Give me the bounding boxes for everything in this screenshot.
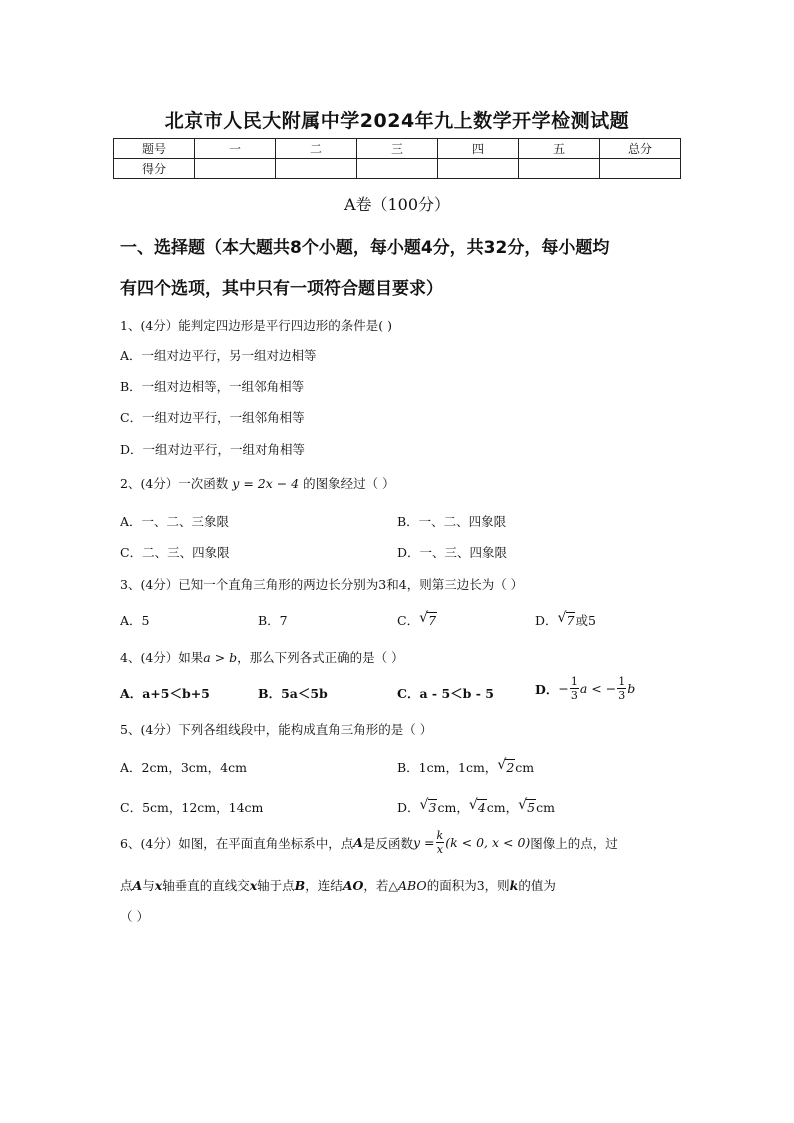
score-cell: 三: [357, 139, 438, 159]
score-table-score-row: [114, 159, 681, 179]
score-table: [113, 138, 681, 179]
question-6-answer-blank: （ ）: [120, 909, 149, 924]
score-cell: [438, 159, 519, 179]
score-cell: [195, 159, 276, 179]
q4-option-a: A．a+5＜b+5: [120, 686, 210, 701]
q4-option-d: D． − $\frac{1}{3}$ a < − $\frac{1}{3}$ b: [535, 675, 636, 702]
question-6-stem-line1: 6、(4分）如图，在平面直角坐标系中，点 A 是反函数 y = $\frac{k}{x}$ (k < 0, x < 0) 图像上的点，过: [120, 829, 618, 856]
q3-option-d: [535, 611, 596, 629]
question-4-stem: [120, 648, 404, 666]
q2-option-d: D．一、三、四象限: [397, 545, 508, 560]
q5-option-c: C．5cm，12cm，14cm: [120, 800, 264, 815]
score-cell: [600, 159, 681, 179]
q1-option-c: C．一组对边平行，一组邻角相等: [120, 410, 305, 425]
q1-option-a: A．一组对边平行，另一组对边相等: [120, 348, 317, 363]
fraction: $\frac{k}{x}$: [436, 829, 444, 856]
score-cell: 总分: [600, 139, 681, 159]
question-5-stem: 5、(4分）下列各组线段中，能构成直角三角形的是（ ）: [120, 722, 433, 737]
q5-option-b: [397, 758, 534, 776]
question-6-stem-line2: 点A与x轴垂直的直线交x轴于点B，连结AO，若△ABO的面积为3，则k的值为: [120, 878, 556, 893]
q5-option-d: D． √ 3cm， √ 4cm， √ 5cm: [397, 797, 555, 815]
q1-option-d: D．一组对边平行，一组对角相等: [120, 442, 306, 457]
sqrt-symbol: √ 4: [468, 797, 486, 815]
section-heading-line1: 一、选择题（本大题共8个小题，每小题4分，共32分，每小题均: [120, 238, 610, 258]
q1-option-b: B．一组对边相等，一组邻角相等: [120, 379, 305, 394]
score-cell: [276, 159, 357, 179]
volume-heading: A卷（100分）: [343, 195, 451, 214]
score-table-header-row: [114, 139, 681, 159]
q3-d-tail: 或5: [575, 613, 596, 628]
sqrt-symbol: √ 2: [497, 757, 515, 775]
q4-option-c: C．a - 5＜b - 5: [397, 686, 494, 701]
score-cell: 五: [519, 139, 600, 159]
section-heading-line2: 有四个选项，其中只有一项符合题目要求）: [120, 279, 443, 299]
exam-title: 北京市人民大附属中学2024年九上数学开学检测试题: [164, 110, 630, 132]
score-cell: 题号: [114, 139, 195, 159]
score-cell: 一: [195, 139, 276, 159]
score-cell: 四: [438, 139, 519, 159]
fraction: $\frac{1}{3}$: [570, 675, 578, 702]
q4-d-label: D．: [535, 681, 559, 697]
q2-formula: y = 2x − 4: [232, 476, 300, 491]
q2-prefix: 2、(4分）一次函数: [120, 476, 229, 491]
q4-prefix: 4、(4分）如果: [120, 650, 204, 665]
q2-option-a: A．一、二、三象限: [120, 514, 230, 529]
question-1-stem: 1、(4分）能判定四边形是平行四边形的条件是( ): [120, 318, 393, 333]
sqrt-symbol: √ 5: [518, 797, 536, 815]
question-3-stem: 3、(4分）已知一个直角三角形的两边长分别为3和4，则第三边长为（ ）: [120, 577, 524, 592]
q5-option-a: A．2cm，3cm，4cm: [120, 760, 247, 775]
q4-condition: a > b: [203, 650, 238, 665]
q3-option-b: B．7: [258, 613, 288, 628]
q3-c-label: C．: [397, 613, 420, 628]
sqrt-symbol: √ 7: [557, 610, 575, 628]
q2-option-b: B．一、二、四象限: [397, 514, 507, 529]
sqrt-symbol: √ 7: [419, 610, 437, 628]
q2-suffix: 的图象经过（ ）: [303, 476, 395, 491]
q5-d-label: D．: [397, 800, 420, 815]
q5-b-prefix: B．1cm，1cm，: [397, 760, 498, 775]
q3-option-a: A．5: [120, 613, 150, 628]
fraction: $\frac{1}{3}$: [618, 675, 626, 702]
score-cell: [519, 159, 600, 179]
q4-option-b: B．5a＜5b: [258, 686, 328, 701]
q5-b-unit: cm: [515, 760, 535, 775]
q4-suffix: ，那么下列各式正确的是（ ）: [237, 650, 404, 665]
question-2-stem: [120, 474, 395, 492]
score-cell: 二: [276, 139, 357, 159]
score-cell: [357, 159, 438, 179]
q3-d-label: D．: [535, 613, 558, 628]
q3-option-c: [397, 611, 437, 629]
q2-option-c: C．二、三、四象限: [120, 545, 230, 560]
sqrt-symbol: √ 3: [419, 797, 437, 815]
score-cell: 得分: [114, 159, 195, 179]
